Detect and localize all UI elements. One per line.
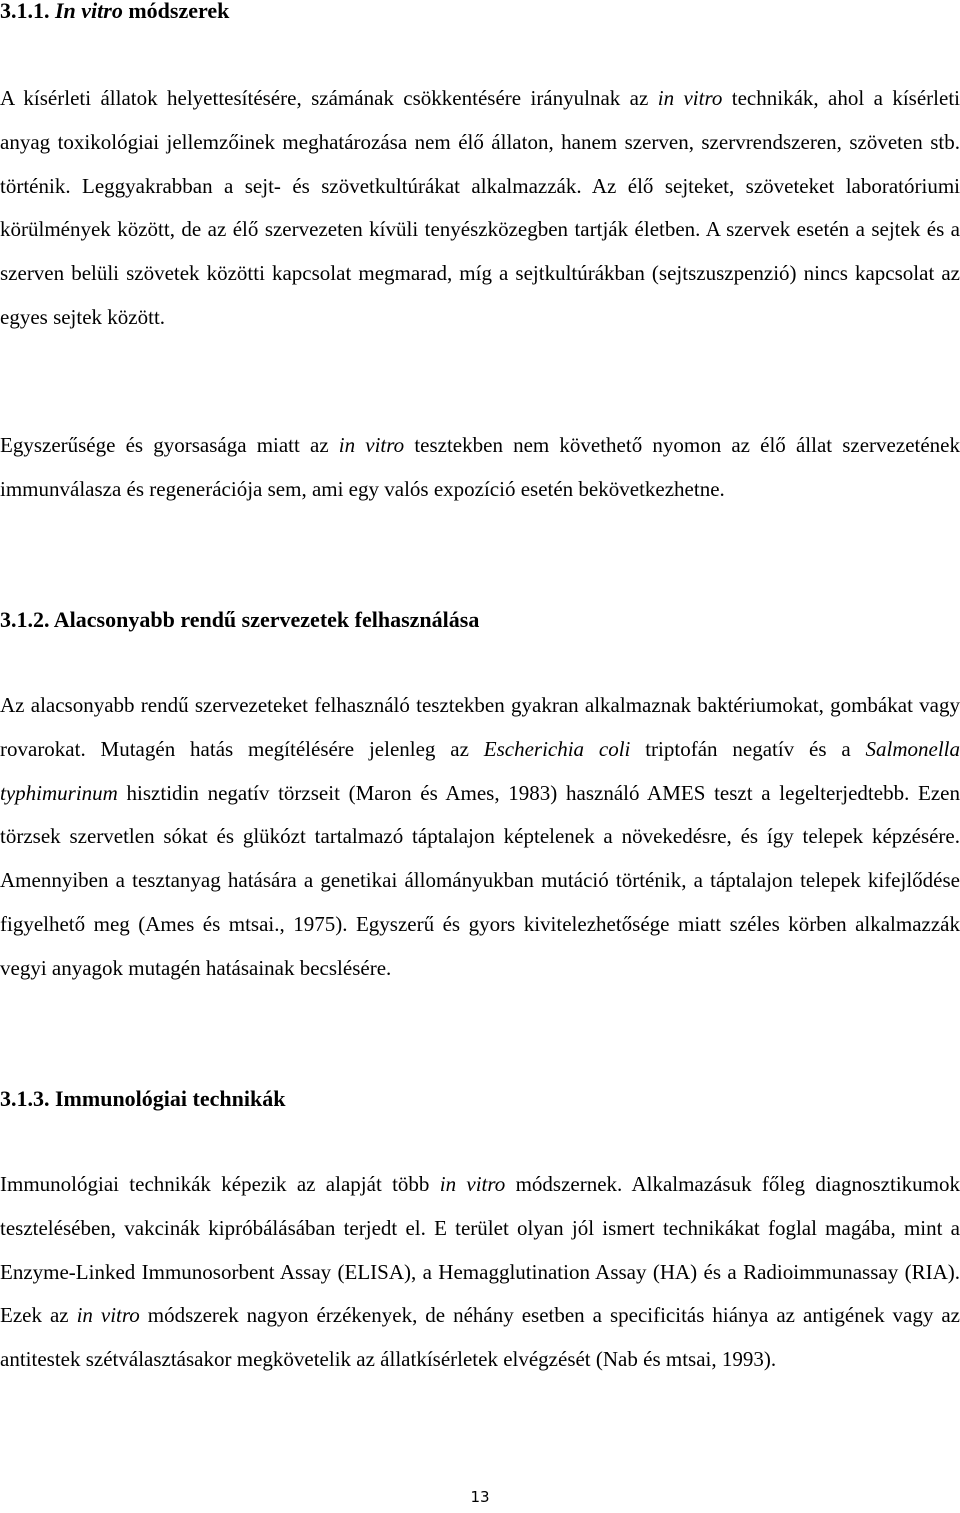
text-run: A kísérleti állatok helyettesítésére, számának csökkentésére irányulnak az: [0, 86, 658, 110]
section-title-italic: In vitro: [55, 0, 123, 23]
paragraph: [0, 1163, 960, 1382]
italic-term: in vitro: [657, 86, 723, 110]
italic-term: in vitro: [338, 433, 405, 457]
paragraph: [0, 77, 960, 340]
text-run: hisztidin negatív törzseit (Maron és Ames, 1983) használó AMES teszt a legelterjedtebb. Ezen törzsek szervetlen sókat és glükózt tartalmazó táptalajon képtelenek a növekedésre, és így telepek képzésére. Amennyiben a tesztanyag hatására a genetikai állományukban mutáció történik, a táptalajon telepek kifejlődése figyelhető meg (Ames és mtsai., 1975). Egyszerű és gyors kivitelezhetősége miatt széles körben alkalmazzák vegyi anyagok mutagén hatásainak becslésére.: [0, 780, 960, 980]
paragraph: [0, 684, 960, 991]
text-run: Egyszerűsége és gyorsasága miatt az: [0, 433, 339, 457]
section-heading: [0, 607, 479, 633]
section-number: 3.1.1.: [0, 0, 50, 23]
section-heading: [0, 0, 229, 24]
italic-term: Salmonella typhimurinum: [0, 736, 960, 805]
text-run: technikák, ahol a kísérleti anyag toxikológiai jellemzőinek meghatározása nem élő állaton, hanem szerven, szervrendszeren, szöveten stb. történik. Leggyakrabban a sejt- és szövetkultúrákat alkalmazzák. Az élő sejteket, szöveteket laboratóriumi körülmények között, de az élő szervezeten kívüli tenyészközegben tartják életben. A szervek esetén a sejtek és a szerven belüli szövetek közötti kapcsolat megmarad, míg a sejtkultúrákban (sejtszuszpenzió) nincs kapcsolat az egyes sejtek között.: [0, 86, 960, 329]
text-run: triptofán negatív és a: [630, 736, 866, 761]
paragraph: [0, 424, 960, 512]
italic-term: in vitro: [76, 1303, 140, 1328]
italic-term: Escherichia coli: [483, 736, 631, 761]
text-run: módszerek nagyon érzékenyek, de néhány esetben a specificitás hiánya az antigének vagy az antitestek szétválasztásakor megkövetelik az állatkísérletek elvégzését (Nab és mtsai, 1993).: [0, 1303, 960, 1372]
section-title: Immunológiai technikák: [55, 1086, 286, 1111]
section-number: 3.1.3.: [0, 1086, 50, 1111]
section-title-rest: módszerek: [122, 0, 230, 23]
page-number: 13: [470, 1488, 490, 1506]
section-title: Alacsonyabb rendű szervezetek felhasználása: [53, 607, 480, 632]
section-number: 3.1.2.: [0, 607, 50, 632]
text-run: módszernek. Alkalmazásuk főleg diagnosztikumok tesztelésében, vakcinák kipróbálásában terjedt el. E terület olyan jól ismert technikákat foglal magába, mint a Enzyme-Linked Immunosorbent Assay (ELISA), a Hemagglutination Assay (HA) és a Radioimmunassay (RIA). Ezek az: [0, 1172, 960, 1328]
italic-term: in vitro: [439, 1172, 506, 1196]
text-run: Immunológiai technikák képezik az alapját több: [0, 1172, 440, 1196]
section-heading: [0, 1086, 285, 1112]
text-run: tesztekben nem követhető nyomon az élő állat szervezetének immunválasza és regenerációja sem, ami egy valós expozíció esetén bekövetkezhetne.: [0, 433, 960, 501]
text-run: Az alacsonyabb rendű szervezeteket felhasználó tesztekben gyakran alkalmaznak baktériumokat, gombákat vagy rovarokat. Mutagén hatás megítélésére jelenleg az: [0, 693, 960, 761]
